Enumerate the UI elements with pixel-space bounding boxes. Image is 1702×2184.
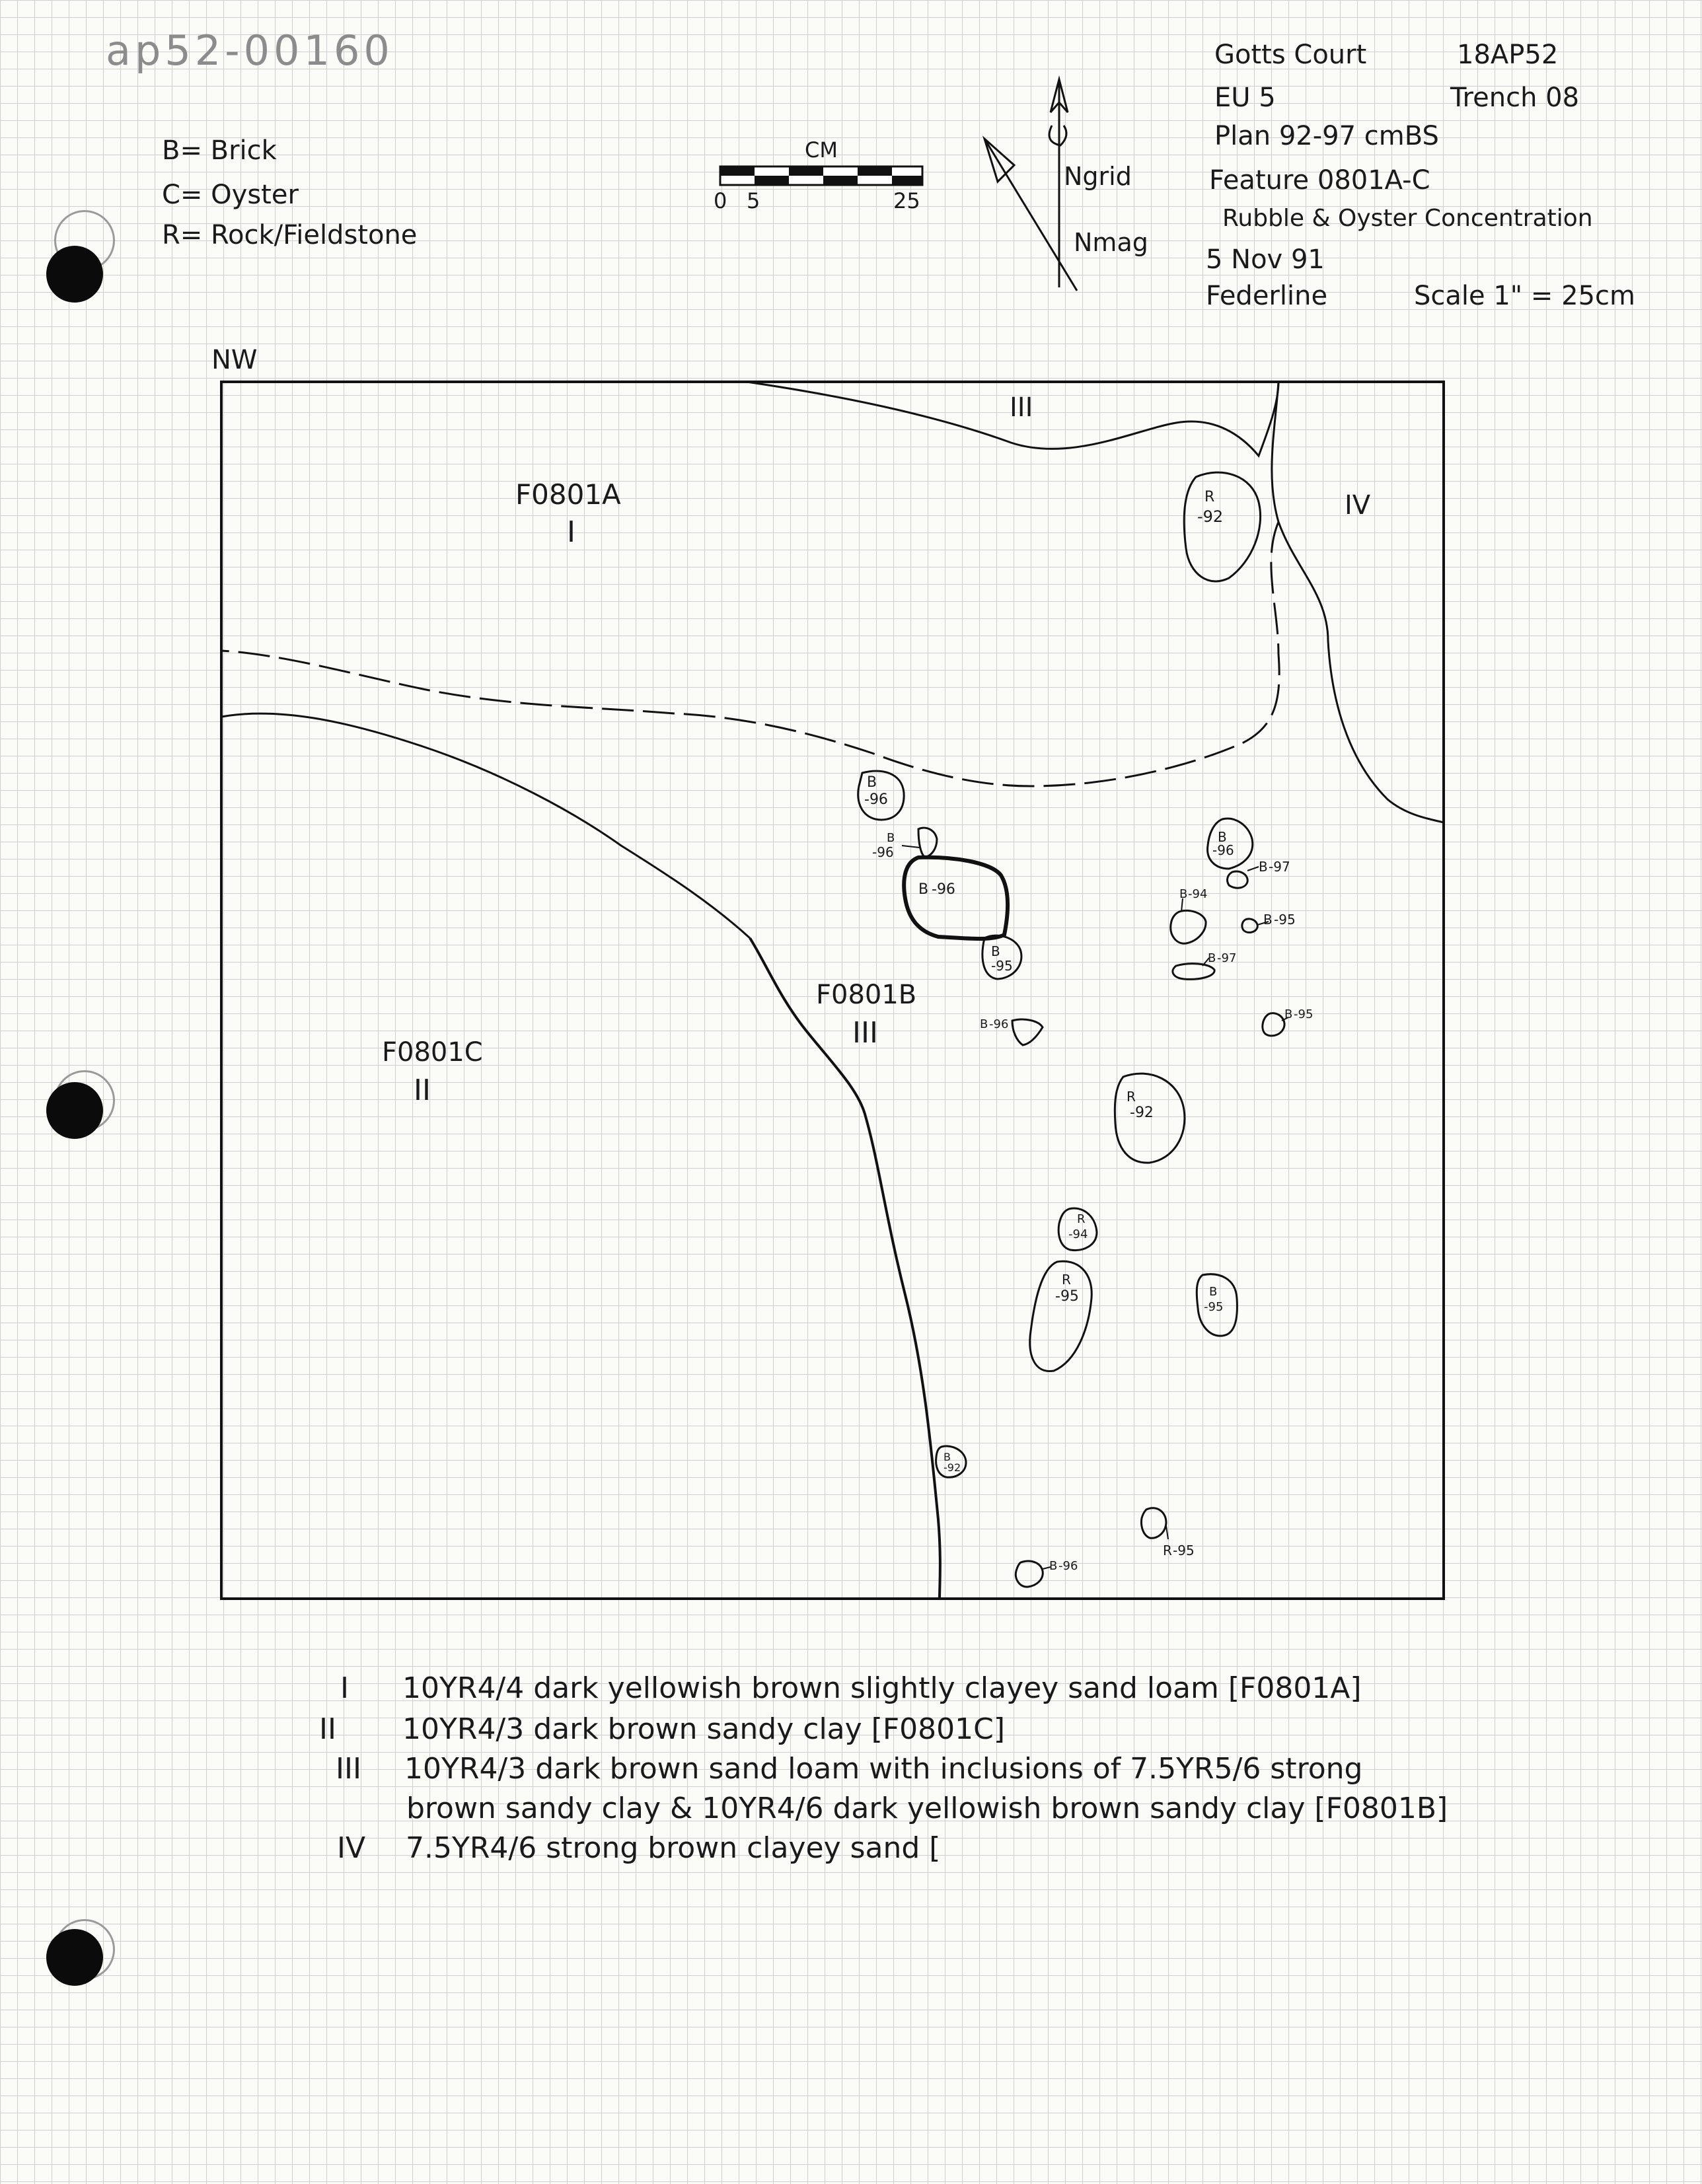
inclusion-type: B [1263,912,1273,928]
scale-label-0: 0 [714,188,727,213]
legend-row-5 [337,1831,940,1865]
inclusion-type: B [980,1017,988,1031]
zone-label-feature-a: F0801A [515,478,621,511]
inclusion-type: B [1179,887,1188,901]
recorder-name: Federline [1206,281,1328,311]
site-code: 18AP52 [1457,40,1559,70]
inclusion-shape [918,828,937,857]
inclusion-depth: -95 [1204,1300,1224,1314]
inclusion-shape [1263,1013,1284,1036]
legend-numeral: I [340,1671,349,1705]
scale-label-25: 25 [893,188,920,213]
inclusion-depth: -94 [1188,887,1208,901]
zone-label-numeral-iii-top: III [1010,392,1033,423]
record-date: 5 Nov 91 [1206,244,1325,275]
legend-text: 10YR4/3 dark brown sandy clay [F0801C] [402,1712,1005,1746]
inclusion-type: B [1209,1285,1218,1299]
inclusion-shape [1228,871,1248,888]
legend-numeral: III [336,1752,361,1786]
scale-label-5: 5 [747,188,760,213]
feature-description: Rubble & Oyster Concentration [1222,205,1593,232]
inclusion-depth: -96 [989,1017,1009,1031]
inclusion-depth: -97 [1217,951,1237,965]
legend-text: brown sandy clay & 10YR4/6 dark yellowish brown sandy clay [F0801B] [406,1792,1448,1825]
inclusion-type: B [944,1451,951,1463]
inclusion-depth: -95 [1274,912,1296,928]
zone-boundary-upper [221,713,750,938]
legend-text: 7.5YR4/6 strong brown clayey sand [ [406,1831,941,1865]
key-oyster: C= Oyster [162,180,299,210]
inclusion-shape [1184,472,1260,581]
inclusion-type: B [918,881,929,898]
inclusion-shape [904,857,1008,939]
inclusion-shape [1016,1561,1043,1587]
zone-label-feature-c: F0801C [382,1037,483,1068]
zone-label-numeral-i: I [567,515,575,549]
inclusion-depth: -97 [1269,859,1290,875]
legend-text: 10YR4/4 dark yellowish brown slightly clayey sand loam [F0801A] [402,1671,1362,1705]
inclusion-type: R [1062,1272,1071,1288]
inclusion-depth: -96 [872,844,894,860]
inclusion-depth: -96 [1212,842,1234,858]
plan-corner-nw: NW [211,345,258,375]
inclusion-type: R [1163,1543,1172,1558]
legend-row-3 [336,1752,1362,1786]
legend-row-2 [319,1712,1005,1746]
feature-number: Feature 0801A-C [1209,165,1430,196]
zone-boundary-iv [1272,382,1444,822]
legend-numeral: IV [337,1831,366,1865]
inclusion-type: B [1284,1007,1293,1021]
trench-number: Trench 08 [1450,83,1580,113]
inclusion-depth: -92 [1197,507,1224,526]
legend-numeral: II [319,1712,336,1746]
inclusion-shape [1142,1508,1167,1539]
legend-row-4 [406,1792,1448,1825]
inclusion-depth: -94 [1068,1227,1088,1241]
zone-boundary-dashed [221,522,1279,786]
inclusion-type: B [991,943,1000,959]
inclusion-type: B [1208,951,1216,965]
north-grid-label: Ngrid [1064,162,1132,191]
inclusion-type: R [1204,489,1215,505]
inclusion-shape [1171,910,1206,943]
key-brick: B= Brick [162,135,277,166]
inclusion-type: R [1077,1212,1086,1226]
zone-label-numeral-iv: IV [1345,490,1371,521]
inclusion-type: B [1218,829,1227,845]
inclusion-depth: -96 [932,881,955,898]
inclusion-depth: -92 [1130,1105,1154,1121]
inclusion-shape [1173,964,1214,980]
inclusion-shape [1030,1261,1092,1371]
inclusion-depth: -95 [1055,1288,1079,1305]
site-name: Gotts Court [1214,40,1367,70]
inclusion-depth: -95 [1294,1007,1314,1021]
inclusion-shape [1012,1019,1043,1045]
inclusion-depth: -95 [1173,1543,1195,1558]
inclusion-type: B [867,774,877,791]
inclusion-depth: -96 [864,791,888,808]
inclusion-depth: -92 [944,1461,961,1474]
drawing-scale: Scale 1" = 25cm [1414,281,1635,311]
legend-text: 10YR4/3 dark brown sand loam with inclusions of 7.5YR5/6 strong [404,1752,1363,1786]
inclusion-depth: -96 [1058,1559,1078,1573]
zone-label-numeral-ii: II [414,1074,431,1107]
inclusion-type: B [887,831,895,845]
inclusion-type: B [1049,1559,1058,1573]
plan-depth: Plan 92-97 cmBS [1214,121,1439,151]
zone-label-numeral-iii: III [852,1016,878,1050]
key-rock: R= Rock/Fieldstone [162,220,418,250]
inclusion-type: R [1127,1089,1136,1105]
zone-boundary-main [750,938,940,1599]
inclusion-type: B [1259,859,1268,875]
scale-bar-unit: CM [805,137,838,163]
inclusion-shape [1242,919,1257,933]
legend-row-1 [340,1671,1362,1705]
excavation-unit: EU 5 [1214,83,1276,113]
inclusion-depth: -95 [991,958,1013,974]
north-mag-label: Nmag [1074,228,1148,257]
zone-label-feature-b: F0801B [816,980,917,1010]
document-id: ap52-00160 [106,26,394,75]
